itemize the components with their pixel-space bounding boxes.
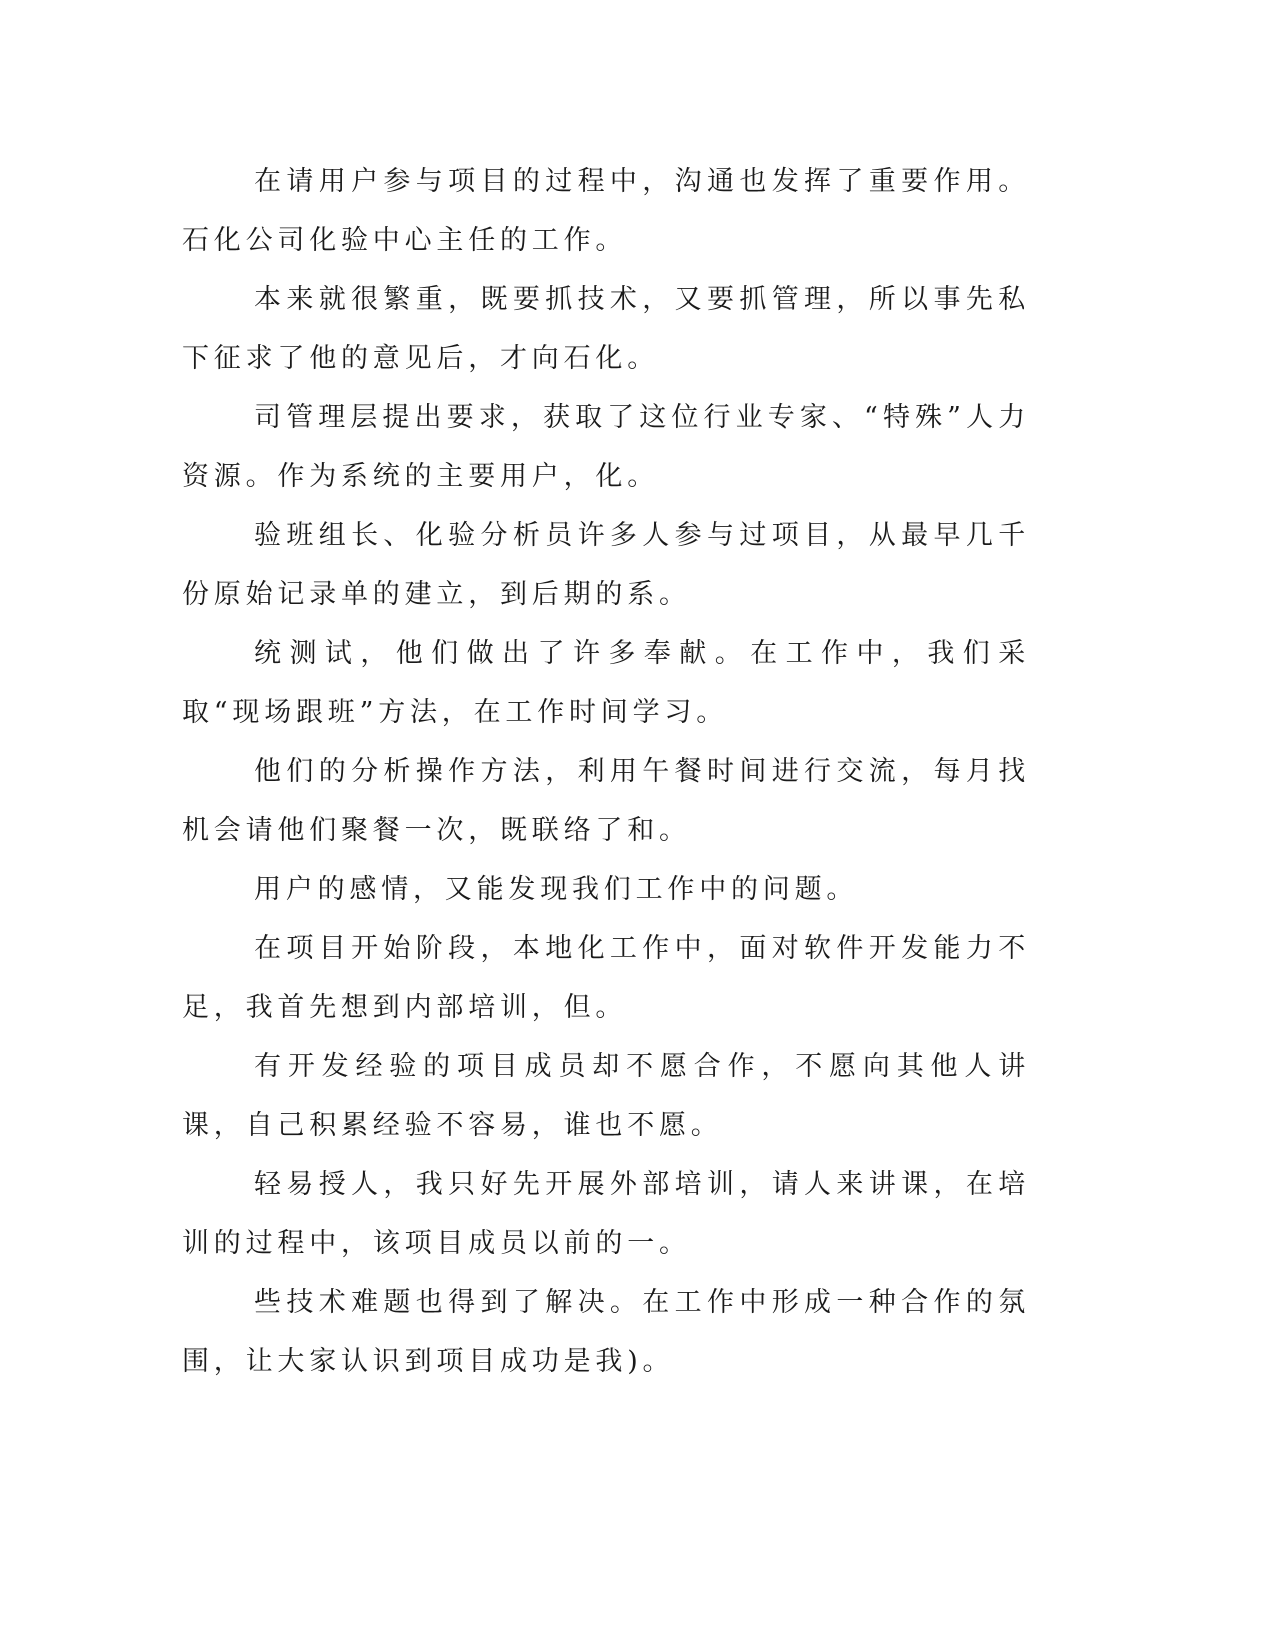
document-body [182,152,1030,1391]
paragraph: 有开发经验的项目成员却不愿合作，不愿向其他人讲课，自己积累经验不容易，谁也不愿。 [182,1051,1030,1141]
paragraph: 轻易授人，我只好先开展外部培训，请人来讲课，在培训的过程中，该项目成员以前的一。 [182,1169,1030,1259]
paragraph: 些技术难题也得到了解决。在工作中形成一种合作的氛围，让大家认识到项目成功是我)。 [182,1287,1030,1377]
paragraph: 他们的分析操作方法，利用午餐时间进行交流，每月找机会请他们聚餐一次，既联络了和。 [182,756,1030,846]
paragraph: 统测试，他们做出了许多奉献。在工作中，我们采取“现场跟班”方法，在工作时间学习。 [182,638,1030,728]
paragraph: 在项目开始阶段，本地化工作中，面对软件开发能力不足，我首先想到内部培训，但。 [182,933,1030,1023]
paragraph: 本来就很繁重，既要抓技术，又要抓管理，所以事先私下征求了他的意见后，才向石化。 [182,284,1030,374]
paragraph: 司管理层提出要求，获取了这位行业专家、“特殊”人力资源。作为系统的主要用户，化。 [182,402,1030,492]
paragraph: 用户的感情，又能发现我们工作中的问题。 [254,874,859,905]
paragraph: 在请用户参与项目的过程中，沟通也发挥了重要作用。石化公司化验中心主任的工作。 [182,166,1030,256]
paragraph: 验班组长、化验分析员许多人参与过项目，从最早几千份原始记录单的建立，到后期的系。 [182,520,1030,610]
